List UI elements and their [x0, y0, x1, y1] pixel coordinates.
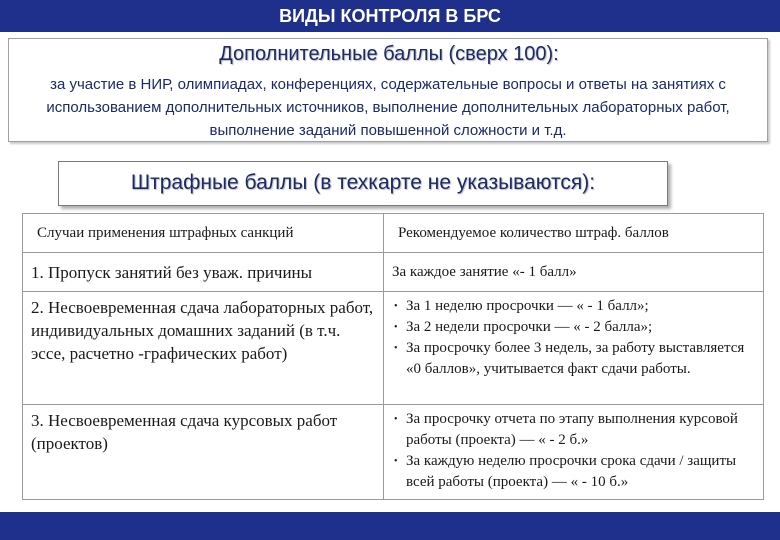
bullet-icon: • [393, 456, 398, 467]
bullet-icon: • [393, 301, 398, 312]
bullet-icon: • [393, 322, 398, 333]
case-cell: 1. Пропуск занятий без уваж. причины [23, 253, 384, 292]
table-row [23, 253, 764, 292]
list-item: • За просрочку отчета по этапу выполнения курсовой работы (проекта) — « - 2 б.» [393, 411, 738, 448]
footer-bar [0, 512, 780, 540]
penalty-points-box [58, 161, 668, 206]
table-header-row [23, 214, 764, 253]
table-row [23, 292, 764, 405]
penalty-table [22, 213, 764, 500]
list-item: • За 2 недели просрочки — « - 2 балла»; [392, 317, 755, 338]
header-bar [0, 0, 780, 32]
bullet-icon: • [393, 414, 398, 425]
list-item: • За 1 неделю просрочки — « - 1 балл»; [392, 296, 755, 317]
bonus-line: за участие в НИР, олимпиадах, конференциях, содержательные вопросы и ответы на занятиях с [50, 76, 726, 93]
table-row [23, 405, 764, 500]
case-cell: 2. Несвоевременная сдача лабораторных работ, индивидуальных домашних заданий (в т.ч. эссе, расчетно -графических работ) [23, 292, 384, 405]
list-item: • За просрочку более 3 недель, за работу выставляется «0 баллов», учитывается факт сдачи работы. [393, 340, 745, 377]
bullet-icon: • [393, 343, 398, 354]
table-header-cell: Случаи применения штрафных санкций [23, 214, 384, 253]
recommendation-cell [383, 405, 763, 500]
bonus-description [15, 73, 761, 142]
bonus-title: Дополнительные баллы (сверх 100): [219, 43, 559, 65]
bonus-line: использованием дополнительных источников, выполнение дополнительных лабораторных работ, [46, 99, 730, 116]
recommendation-cell: За каждое занятие «- 1 балл» [383, 253, 763, 292]
page-title: ВИДЫ КОНТРОЛЯ В БРС [279, 6, 501, 26]
bonus-line: выполнение заданий повышенной сложности и т.д. [209, 122, 567, 139]
penalty-title: Штрафные баллы (в техкарте не указываются): [130, 171, 596, 194]
list-item: • За каждую неделю просрочки срока сдачи / защиты всей работы (проекта) — « - 10 б.» [393, 453, 737, 490]
bonus-points-box [8, 38, 768, 142]
case-cell: 3. Несвоевременная сдача курсовых работ (проектов) [23, 405, 384, 500]
recommendation-cell [383, 292, 763, 405]
table-header-cell: Рекомендуемое количество штраф. баллов [383, 214, 763, 253]
